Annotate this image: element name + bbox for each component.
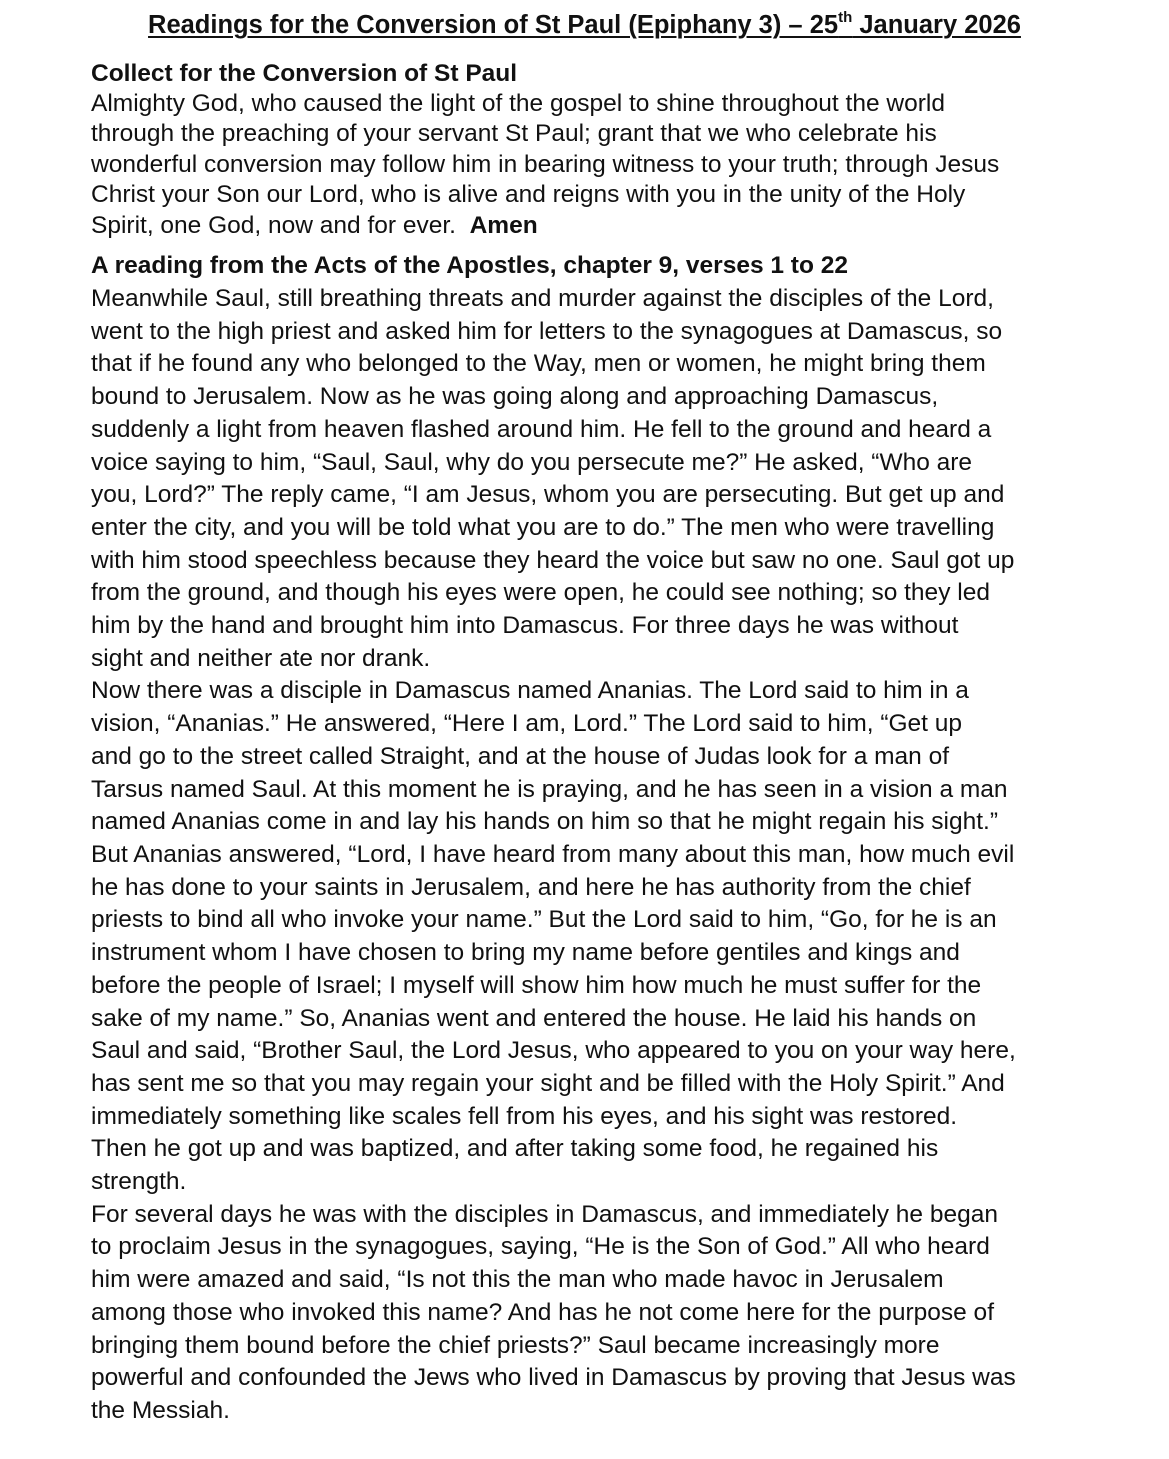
collect-section — [91, 59, 1101, 241]
page-title — [0, 10, 1169, 40]
reading-text — [91, 283, 1101, 1428]
collect-line: wonderful conversion may follow him in bearing witness to your truth; through Jesus — [91, 150, 1000, 178]
reading-line: Meanwhile Saul, still breathing threats and murder against the disciples of the Lord, — [91, 285, 994, 313]
reading-heading: A reading from the Acts of the Apostles, chapter 9, verses 1 to 22 — [91, 252, 848, 280]
collect-heading: Collect for the Conversion of St Paul — [91, 60, 518, 87]
reading-line: Tarsus named Saul. At this moment he is praying, and he has seen in a vision a man — [91, 775, 1008, 803]
reading-line: he has done to your saints in Jerusalem, and here he has authority from the chief — [91, 873, 971, 901]
collect-line: Almighty God, who caused the light of the gospel to shine throughout the world — [91, 90, 945, 117]
reading-line: strength. — [91, 1168, 187, 1196]
reading-line: sight and neither ate nor drank. — [91, 644, 431, 672]
reading-line: went to the high priest and asked him for letters to the synagogues at Damascus, so — [91, 317, 1003, 345]
reading-line: has sent me so that you may regain your sight and be filled with the Holy Spirit.” And — [91, 1069, 1005, 1097]
reading-line: named Ananias come in and lay his hands on him so that he might regain his sight.” — [91, 808, 999, 836]
reading-line: suddenly a light from heaven flashed around him. He fell to the ground and heard a — [91, 415, 992, 443]
reading-line: But Ananias answered, “Lord, I have heard from many about this man, how much evil — [91, 840, 1015, 868]
reading-line: For several days he was with the disciples in Damascus, and immediately he began — [91, 1200, 998, 1228]
reading-line: bringing them bound before the chief priests?” Saul became increasingly more — [91, 1331, 940, 1359]
reading-line: enter the city, and you will be told what you are to do.” The men who were travelling — [91, 513, 995, 541]
reading-section — [91, 251, 1101, 1428]
reading-line: with him stood speechless because they heard the voice but saw no one. Saul got up — [91, 546, 1015, 574]
reading-line: the Messiah. — [91, 1396, 230, 1424]
reading-line: and go to the street called Straight, and at the house of Judas look for a man of — [91, 742, 950, 770]
reading-line: Then he got up and was baptized, and after taking some food, he regained his — [91, 1135, 939, 1163]
reading-line: among those who invoked this name? And has he not come here for the purpose of — [91, 1298, 994, 1326]
collect-last-line-text: Spirit, one God, now and for ever. — [91, 211, 470, 239]
document-content — [91, 59, 1101, 1428]
reading-line: priests to bind all who invoke your name.” But the Lord said to him, “Go, for he is an — [91, 906, 997, 934]
title-prefix: Readings for the Conversion of St Paul (Epiphany 3) – 25 — [148, 11, 839, 39]
reading-line: before the people of Israel; I myself will show him how much he must suffer for the — [91, 971, 982, 999]
reading-line: bound to Jerusalem. Now as he was going along and approaching Damascus, — [91, 383, 939, 411]
reading-line: Saul and said, “Brother Saul, the Lord Jesus, who appeared to you on your way here, — [91, 1037, 1016, 1065]
reading-line: vision, “Ananias.” He answered, “Here I am, Lord.” The Lord said to him, “Get up — [91, 710, 963, 738]
reading-line: voice saying to him, “Saul, Saul, why do you persecute me?” He asked, “Who are — [91, 448, 973, 476]
collect-text — [91, 89, 1101, 241]
reading-line: from the ground, and though his eyes were open, he could see nothing; so they led — [91, 579, 990, 607]
reading-line: to proclaim Jesus in the synagogues, saying, “He is the Son of God.” All who heard — [91, 1233, 990, 1261]
collect-line: through the preaching of your servant St Paul; grant that we who celebrate his — [91, 120, 937, 148]
reading-line: him were amazed and said, “Is not this the man who made havoc in Jerusalem — [91, 1266, 944, 1294]
reading-line: immediately something like scales fell from his eyes, and his sight was restored. — [91, 1102, 958, 1130]
reading-line: you, Lord?” The reply came, “I am Jesus, whom you are persecuting. But get up and — [91, 481, 1005, 509]
title-superscript: th — [838, 9, 853, 26]
collect-last-line — [91, 211, 1101, 241]
page-title-text — [148, 11, 1021, 39]
reading-line: powerful and confounded the Jews who lived in Damascus by proving that Jesus was — [91, 1364, 1016, 1392]
reading-line: sake of my name.” So, Ananias went and entered the house. He laid his hands on — [91, 1004, 977, 1032]
reading-line: that if he found any who belonged to the Way, men or women, he might bring them — [91, 350, 986, 378]
reading-line: instrument whom I have chosen to bring my name before gentiles and kings and — [91, 939, 960, 967]
reading-line: him by the hand and brought him into Damascus. For three days he was without — [91, 612, 959, 640]
title-suffix: January 2026 — [852, 11, 1021, 39]
collect-amen: Amen — [469, 211, 538, 239]
collect-line: Christ your Son our Lord, who is alive and reigns with you in the unity of the Holy — [91, 181, 966, 209]
reading-line: Now there was a disciple in Damascus named Ananias. The Lord said to him in a — [91, 677, 969, 705]
